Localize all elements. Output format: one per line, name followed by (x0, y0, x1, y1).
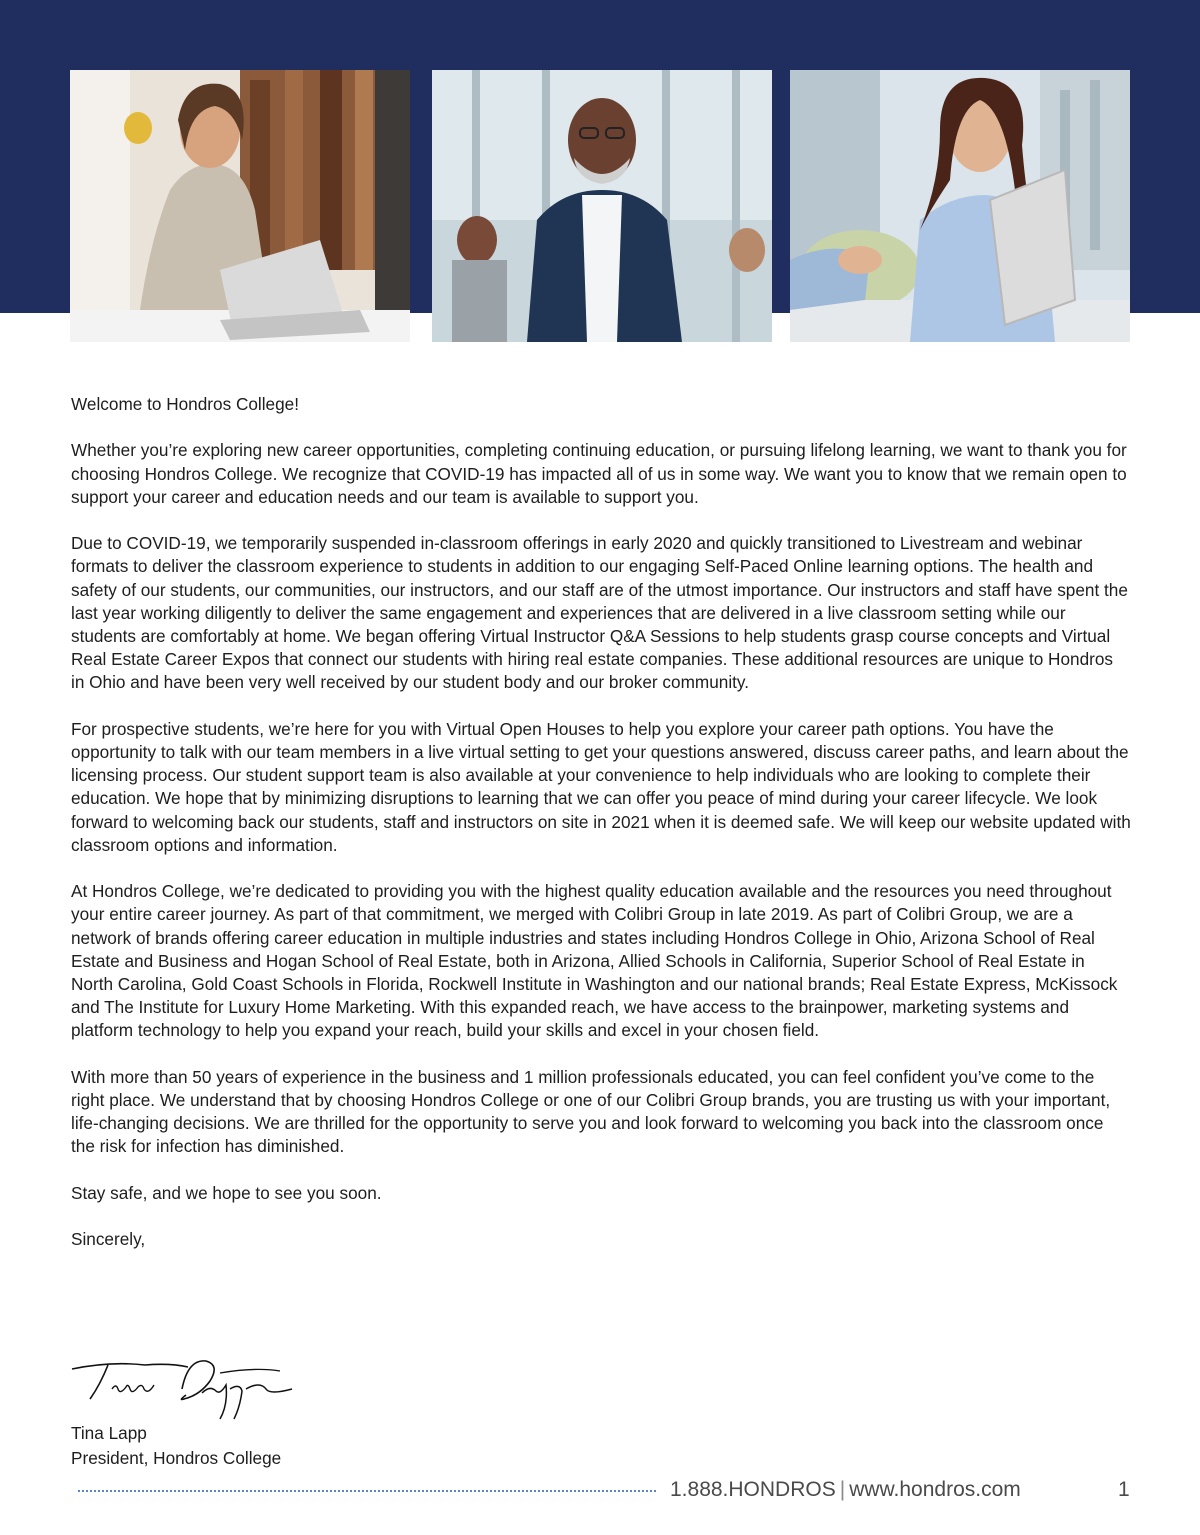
professional-man-photo (432, 70, 772, 342)
letter-paragraph: Due to COVID-19, we temporarily suspended in-classroom offerings in early 2020 and quickly transitioned to Livestream and webinar formats to deliver the classroom experience to students in addition to our engaging Self-Paced Online learning options. The health and safety of our students, our communities, our instructors, and our staff are of the utmost importance. Our instructors and staff have spent the last year working diligently to deliver the same engagement and experiences that are delivered in a live classroom setting while our students are comfortably at home. We began offering Virtual Instructor Q&A Sessions to help students grasp course concepts and Virtual Real Estate Career Expos that connect our students with hiring real estate companies. These additional resources are unique to Hondros in Ohio and have been very well received by our student body and our broker community. (71, 533, 1128, 693)
signer-block (71, 1421, 281, 1471)
letter-body (71, 393, 1131, 1275)
footer-dotted-rule (78, 1490, 656, 1492)
footer-contact (670, 1476, 1021, 1504)
footer-separator: | (839, 1478, 846, 1501)
handwritten-signature (70, 1355, 295, 1425)
woman-with-laptop-handshake-photo (790, 70, 1130, 342)
letter-paragraph: With more than 50 years of experience in the business and 1 million professionals educated, you can feel confident you’ve come to the right place. We understand that by choosing Hondros College or one of our Colibri Group brands, you are trusting us with your important, life-changing decisions. We are thrilled for the opportunity to serve you and look forward to welcoming you back into the classroom once the risk for infection has diminished. (71, 1066, 1111, 1157)
woman-at-laptop-photo (70, 70, 410, 342)
closing-line: Stay safe, and we hope to see you soon. (71, 1182, 382, 1203)
letter-greeting: Welcome to Hondros College! (71, 394, 300, 414)
page-number: 1 (1118, 1478, 1130, 1501)
letter-paragraph: For prospective students, we’re here for you with Virtual Open Houses to help you explore your career path options. You have the opportunity to talk with our team members in a live virtual setting to get your questions answered, discuss career paths, and learn about the licensing process. Our student support team is also available at your convenience to help individuals who are looking to complete their education. We hope that by minimizing disruptions to learning that we can offer you peace of mind during your career lifecycle. We look forward to welcoming back our students, staff and instructors on site in 2021 when it is deemed safe. We will keep our website updated with classroom options and information. (71, 718, 1131, 855)
signer-name: Tina Lapp (71, 1423, 147, 1443)
valediction: Sincerely, (71, 1229, 146, 1250)
footer-website-link[interactable]: www.hondros.com (849, 1478, 1021, 1501)
letter-paragraph: Whether you’re exploring new career opportunities, completing continuing education, or pursuing lifelong learning, we want to thank you for choosing Hondros College. We recognize that COVID-19 has impacted all of us in some way. We want you to know that we remain open to support your career and education needs and our team is available to support you. (71, 440, 1127, 507)
footer-phone: 1.888.HONDROS (670, 1478, 836, 1501)
letter-paragraph: At Hondros College, we’re dedicated to providing you with the highest quality education available and the resources you need throughout your entire career journey. As part of that commitment, we merged with Colibri Group in late 2019. As part of Colibri Group, we are a network of brands offering career education in multiple industries and states including Hondros College in Ohio, Arizona School of Real Estate and Business and Hogan School of Real Estate, both in Arizona, Allied Schools in California, Superior School of Real Estate in North Carolina, Gold Coast Schools in Florida, Rockwell Institute in Washington and our national brands; Real Estate Express, McKissock and The Institute for Luxury Home Marketing. With this expanded reach, we have access to the brainpower, marketing systems and platform technology to help you expand your reach, build your skills and excel in your chosen field. (71, 881, 1118, 1041)
signer-title: President, Hondros College (71, 1448, 282, 1468)
